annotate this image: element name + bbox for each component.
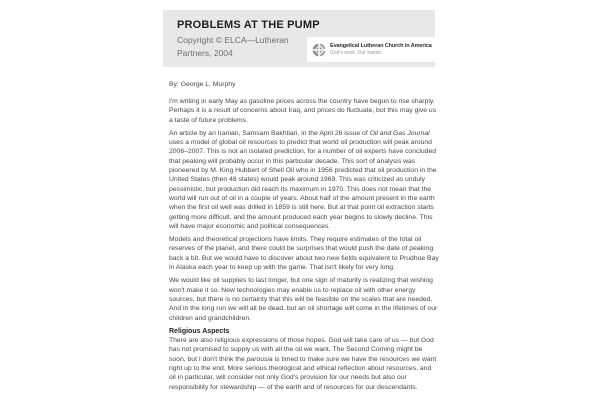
p2-text-start: An article by an Iranian, Samsam Bakhtiari, in the April 26 issue of: [169, 129, 370, 137]
elca-globe-cross-icon: [312, 43, 326, 57]
p5-text-end: is timed to make sure we have the resources we want right up to the end. More serious theological and ethical reflection about resources, and oil in particular, will consider not only God's provision for our needs but also our responsibility for stewardship — of the earth and of resources for our descendants.: [169, 355, 437, 391]
byline: By: George L. Murphy: [169, 81, 236, 88]
paragraph-oil-peak: [169, 129, 439, 231]
paragraph-models-limits: Models and theoretical projections have limits. They require estimates of the total oil reserves of the planet, and there could be surprises that would push the date of peaking back a bit. But we would have to discover about two new fields equivalent to Prudhoe Bay in Alaska each year to keep up with the game. That isn't likely for very long.: [169, 236, 439, 272]
p5-text-start: There are also religious expressions of those hopes. God will take care of us — but God has not promised to supply us with all the oil we want. The Second Coming might be soon, but I don't think the: [169, 337, 434, 363]
article-body: [169, 97, 439, 396]
logo-text: [330, 43, 432, 56]
logo-org-name: Evangelical Lutheran Church in America: [330, 43, 432, 49]
elca-logo-box: [307, 37, 436, 62]
page-title: PROBLEMS AT THE PUMP: [177, 19, 320, 31]
parousia-italic: parousia: [246, 355, 273, 363]
section-heading-religious-aspects: Religious Aspects: [169, 327, 230, 335]
journal-title-italic: Oil and Gas Journal: [369, 129, 430, 137]
copyright-text: Copyright © ELCA—Lutheran Partners, 2004: [177, 35, 289, 58]
logo-tagline: God's work. Our hands.: [330, 50, 383, 56]
paragraph-oil-supplies: We would like oil supplies to last longer, but one sign of maturity is realizing that wishing won't make it so. New technologies may enable us to replace oil with other energy sources, but there is no certainty that this will be feasible on the scales that are needed. And in the long run we will all be dead, but an oil shortage will come in the lifetimes of our children and grandchildren.: [169, 277, 438, 322]
paragraph-religious: [169, 336, 439, 392]
paragraph-intro: I'm writing in early May as gasoline prices across the country have begun to rise sharply. Perhaps it is a result of concerns about Iraq, and prices do fluctuate, but this may give us a taste of future problems.: [169, 98, 437, 124]
p2-text-end: uses a model of global oil resources to predict that world oil production will peak around 2006–2007. This is not an isolated prediction, for a number of oil experts have concluded that peaking will probably occur in this particular decade. This sort of analysis was pioneered by M. King Hubbert of Shell Oil who in 1956 predicted that oil production in the United States (then 48 states) would peak around 1969. This was criticized as unduly pessimistic, but production did reach its maximum in 1970. This does not mean that the world will run out of oil in a couple of years. About half of the amount present in the earth when the first oil well was drilled in 1859 is still here. But at that point oil extraction starts getting more difficult, and the amount produced each year begins to slowly decline. This will have major economic and political consequences.: [169, 139, 437, 230]
